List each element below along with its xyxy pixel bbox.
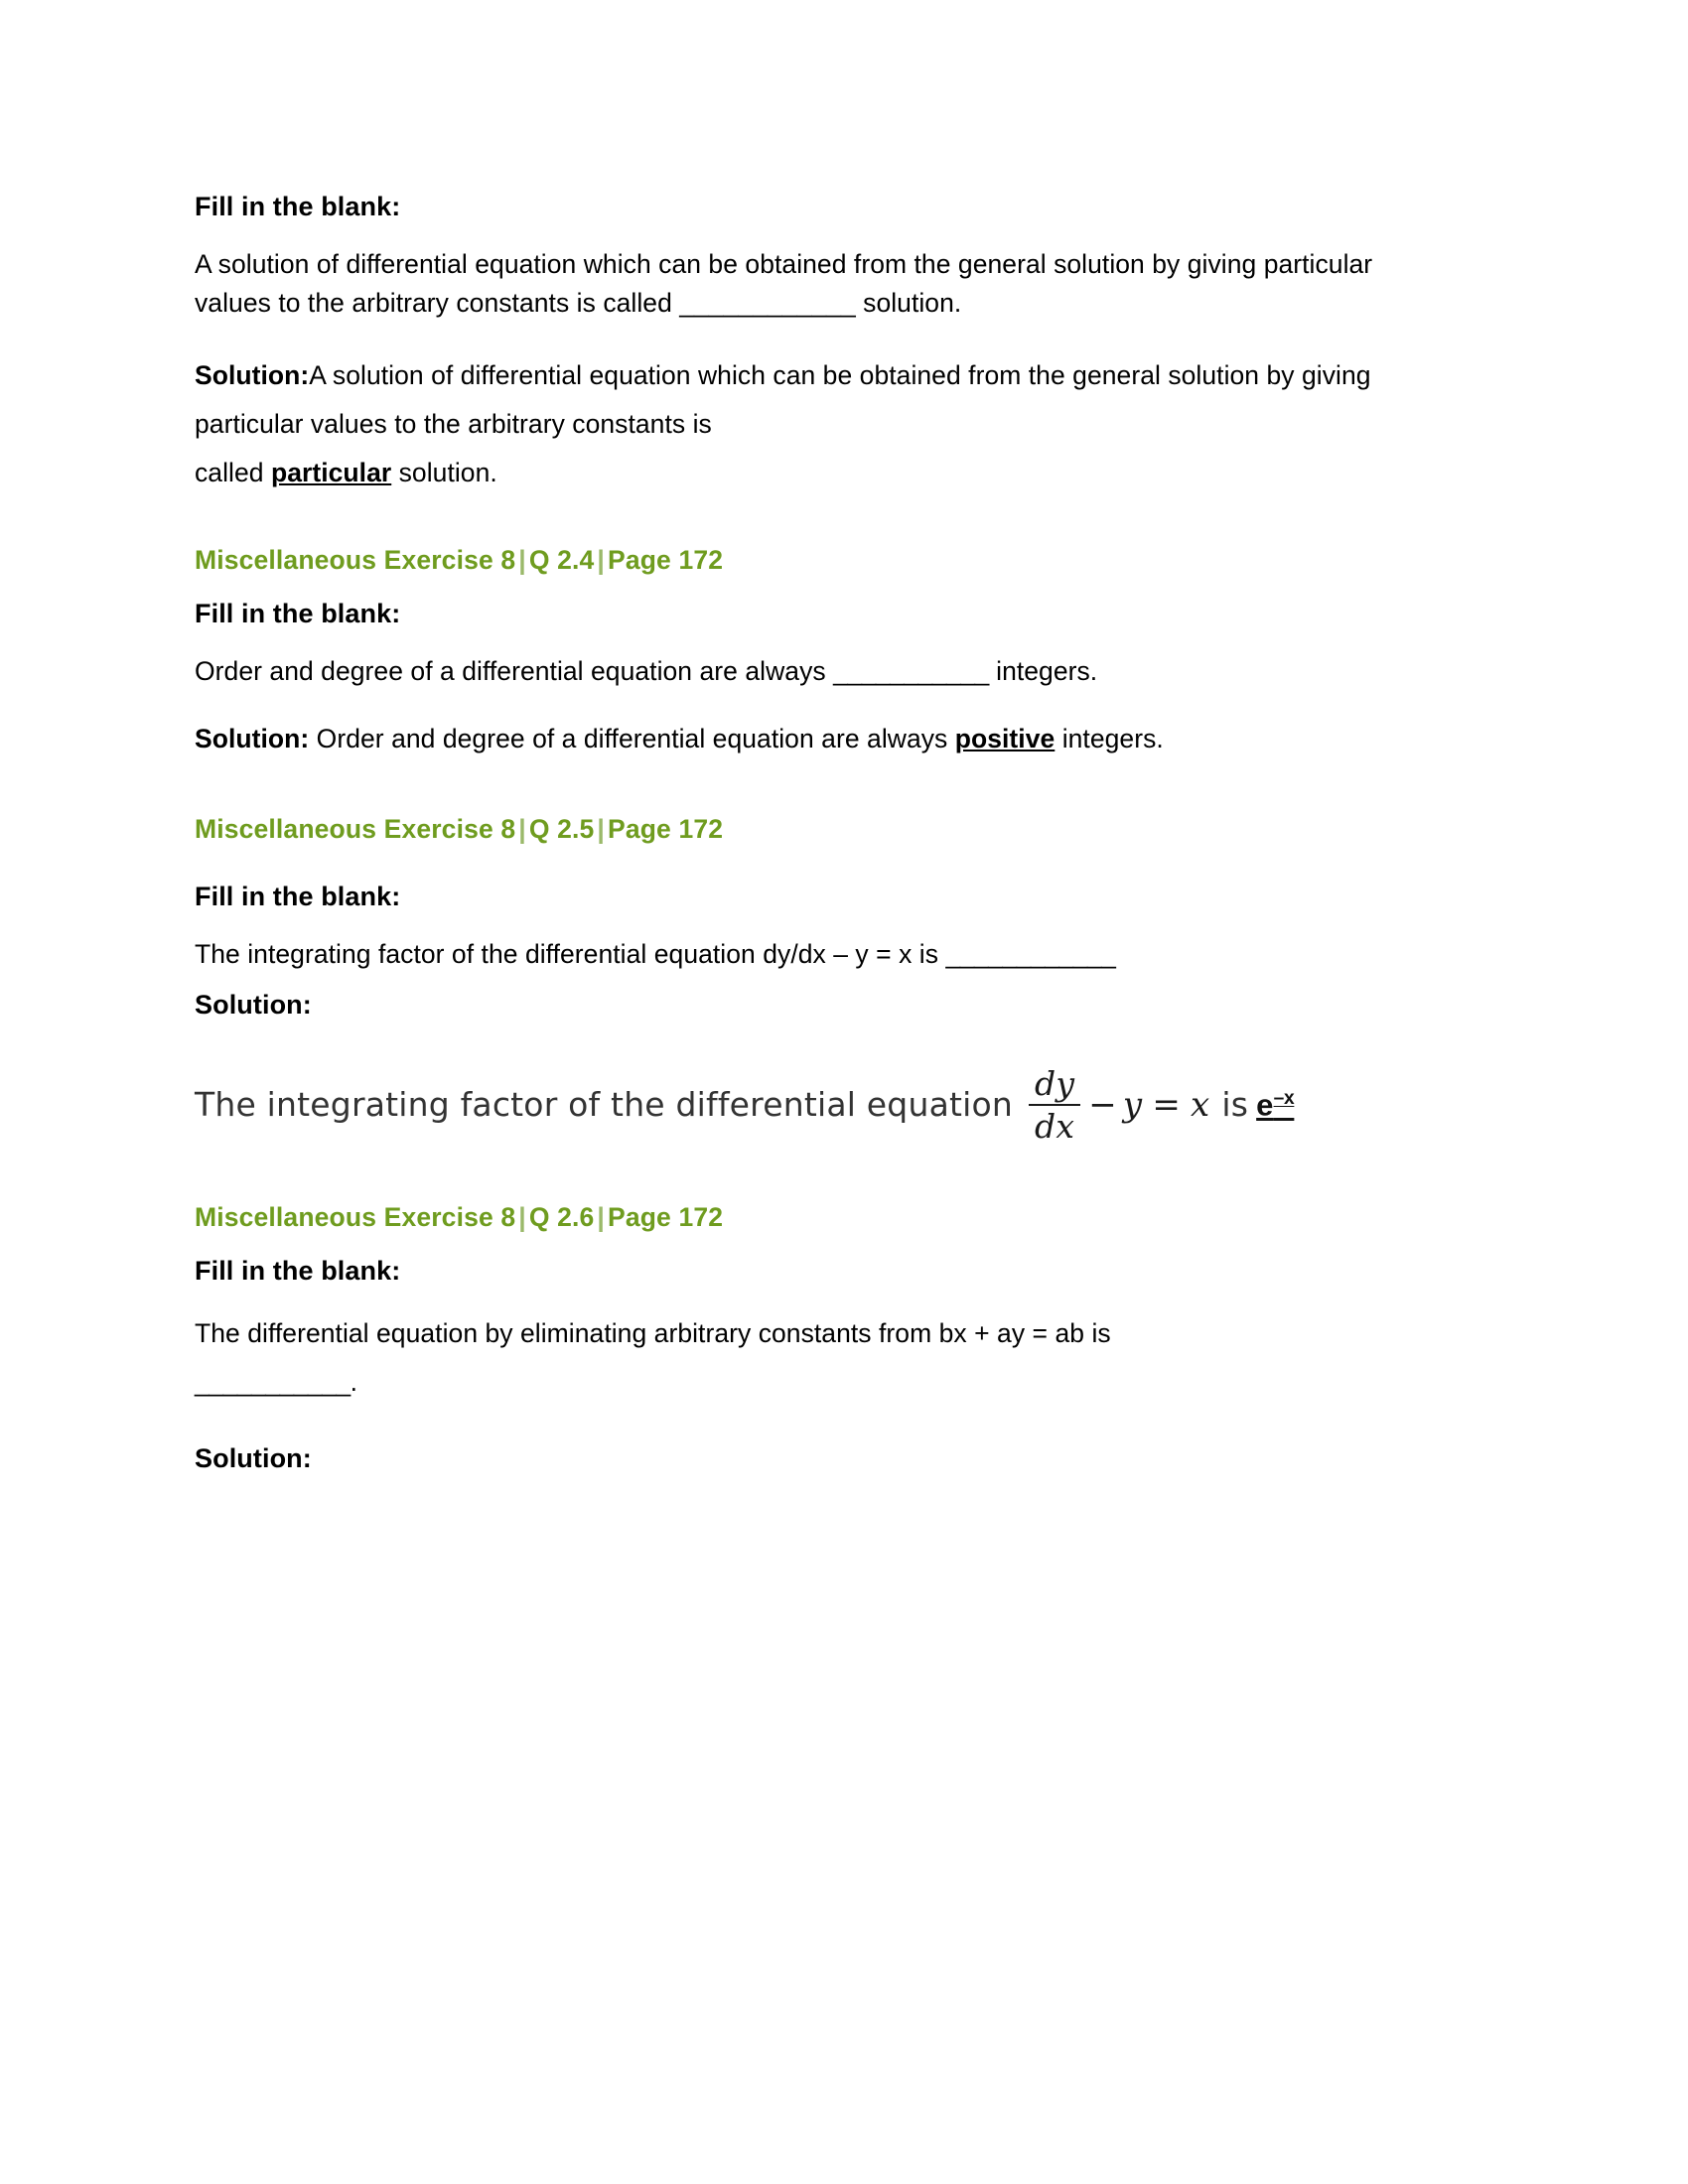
question-text-q25 <box>195 935 1420 973</box>
heading-separator: | <box>597 813 605 844</box>
spacer <box>195 531 1420 545</box>
question-block-q26 <box>195 1202 1420 1477</box>
heading-separator: | <box>518 1201 526 1232</box>
page-number-q26: Page 172 <box>608 1201 724 1232</box>
question-block-q24 <box>195 545 1420 758</box>
equation-answer <box>1256 1087 1295 1123</box>
solution-answer-q23: particular <box>270 457 392 487</box>
solution-text-q24 <box>195 720 1420 757</box>
variable-x: x <box>1191 1084 1210 1125</box>
solution-line2-prefix-q23: called <box>195 457 271 487</box>
question-text-q23: A solution of differential equation which can be obtained from the general solution by giving particular values to the arbitrary constants is called ____________ solution. <box>195 249 1373 318</box>
heading-separator: | <box>518 544 526 575</box>
exercise-name-q24: Miscellaneous Exercise 8 <box>195 544 516 575</box>
answer-blank-q26: ___________ <box>195 1367 351 1398</box>
question-text-q26 <box>195 1309 1420 1407</box>
question-prefix-q25: The integrating factor of the differential equation dy/dx – y = x is <box>195 938 946 969</box>
solution-label-q24: Solution: <box>195 724 310 754</box>
exercise-heading-q26[interactable] <box>195 1202 1420 1233</box>
answer-exponent: –x <box>1273 1087 1295 1109</box>
answer-base: e <box>1256 1087 1274 1123</box>
solution-label-q26: Solution: <box>195 1443 312 1474</box>
page-number-q24: Page 172 <box>608 544 724 575</box>
answer-blank-q24: ___________ <box>833 656 989 687</box>
solution-label-q25: Solution: <box>195 990 312 1021</box>
exercise-name-q26: Miscellaneous Exercise 8 <box>195 1201 516 1232</box>
solution-answer-q24: positive <box>954 724 1055 754</box>
solution-label-q23: Solution: <box>195 359 310 390</box>
question-number-q26: Q 2.6 <box>528 1201 595 1232</box>
question-block-q23 <box>195 189 1420 497</box>
question-line2-suffix-q26: . <box>350 1367 358 1398</box>
page-number-q25: Page 172 <box>608 813 724 844</box>
fill-in-the-blank-label-q25: Fill in the blank: <box>195 881 401 911</box>
equation-is-word: is <box>1221 1085 1249 1125</box>
fill-in-the-blank-label-q23: Fill in the blank: <box>195 192 401 221</box>
fill-in-the-blank-label-q24: Fill in the blank: <box>195 598 401 628</box>
fraction-dy-dx <box>1029 1063 1080 1146</box>
heading-separator: | <box>597 544 605 575</box>
minus-operator: − <box>1088 1084 1117 1125</box>
solution-text-q23 <box>195 351 1420 497</box>
solution-body-q23: A solution of differential equation which can be obtained from the general solution by giving particular values to the arbitrary constants is <box>195 359 1371 439</box>
fill-in-the-blank-label-q26: Fill in the blank: <box>195 1255 401 1286</box>
question-number-q25: Q 2.5 <box>528 813 595 844</box>
fraction-denominator: dx <box>1029 1104 1080 1143</box>
equals-operator: = <box>1152 1084 1182 1125</box>
exercise-heading-q24[interactable] <box>195 545 1420 576</box>
equation-lead-text: The integrating factor of the differential equation <box>195 1085 1014 1125</box>
heading-separator: | <box>597 1201 605 1232</box>
solution-line2-suffix-q23: solution. <box>391 457 497 487</box>
solution-suffix-q24: integers. <box>1055 724 1164 754</box>
question-prefix-q24: Order and degree of a differential equation are always <box>195 656 834 687</box>
answer-blank-q25: ____________ <box>945 938 1116 969</box>
exercise-heading-q25[interactable] <box>195 814 1420 845</box>
question-block-q25 <box>195 813 1420 1146</box>
spacer <box>195 788 1420 814</box>
fraction-numerator: dy <box>1035 1063 1075 1103</box>
spacer <box>195 1188 1420 1202</box>
spacer <box>195 865 1420 879</box>
equation-image-q25 <box>195 1063 1420 1146</box>
variable-y: y <box>1122 1084 1143 1125</box>
heading-separator: | <box>518 813 526 844</box>
question-text-q24 <box>195 652 1420 690</box>
solution-prefix-q24: Order and degree of a differential equation are always <box>309 724 955 754</box>
question-suffix-q24: integers. <box>988 656 1098 687</box>
question-line1-q26: The differential equation by eliminating arbitrary constants from bx + ay = ab is <box>195 1318 1111 1349</box>
exercise-name-q25: Miscellaneous Exercise 8 <box>195 813 516 844</box>
question-number-q24: Q 2.4 <box>528 544 595 575</box>
